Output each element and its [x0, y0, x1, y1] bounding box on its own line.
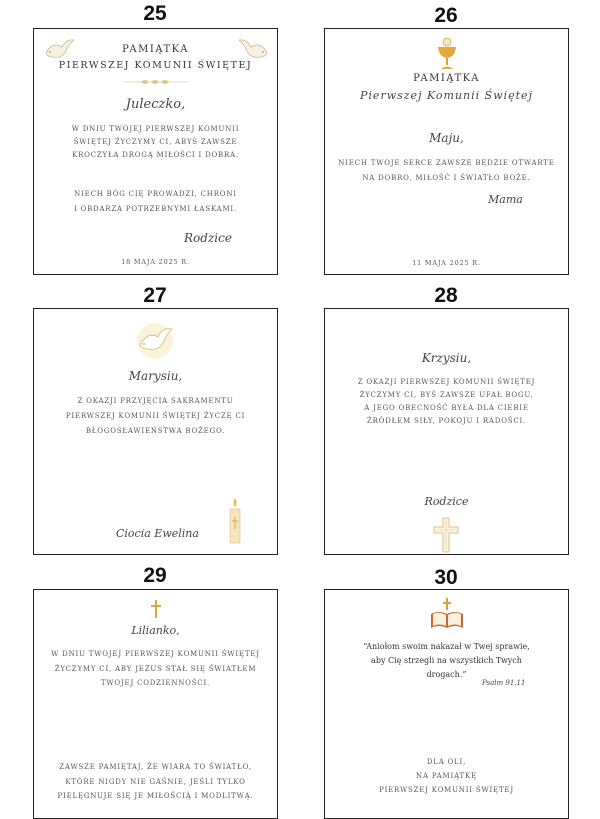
wish-line: ŹRÓDŁEM SIŁY, POKOJU I RADOŚCI.: [366, 417, 527, 425]
wish-line: I OBDARZA POTRZEBNYMI ŁASKAMI.: [73, 205, 238, 213]
chalice-icon: [435, 37, 459, 71]
card-number: 29: [143, 564, 167, 587]
dedication-line: NA PAMIĄTKĘ: [416, 772, 477, 780]
card-29: [33, 589, 278, 819]
wish-line: BŁOGOSŁAWIEŃSTWA BOŻEGO.: [85, 427, 226, 435]
dedication-line: DLA OLI,: [426, 758, 467, 766]
card-28: [324, 308, 569, 555]
wish-line: Z OKAZJI PRZYJĘCIA SAKRAMENTU: [77, 397, 234, 405]
card-25: [33, 28, 278, 275]
wish-line: A JEGO OBECNOŚĆ BYŁA DLA CIEBIE: [364, 404, 529, 412]
wish-line: ŻYCZYMY CI, ABY JEZUS STAŁ SIĘ ŚWIATŁEM: [54, 665, 257, 673]
wish-line: ZAWSZE PAMIĘTAJ, ŻE WIARA TO ŚWIATŁO,: [59, 763, 252, 771]
cross-icon: [151, 600, 161, 618]
quote-line: drogach.”: [426, 670, 467, 679]
leaf-divider-icon: [121, 77, 191, 87]
wish-line: W DNIU TWOJEJ PIERWSZEJ KOMUNII ŚWIĘTEJ: [51, 650, 260, 658]
wish-line: ŚWIĘTEJ ŻYCZYMY CI, ABYŚ ZAWSZE: [73, 138, 238, 146]
wish-line: NIECH TWOJE SERCE ZAWSZE BĘDZIE OTWARTE: [338, 159, 555, 167]
card-27: [33, 308, 278, 555]
signature: Mama: [488, 193, 523, 206]
quote-source: Psalm 91,11: [482, 679, 526, 687]
recipient-name: Maju,: [429, 131, 464, 145]
card-26: [324, 28, 569, 275]
recipient-name: Juleczko,: [125, 97, 186, 112]
wish-line: PIERWSZEJ KOMUNII ŚWIĘTEJ ŻYCZĘ CI: [65, 412, 246, 420]
recipient-name: Lilianko,: [131, 624, 180, 637]
card-subtitle: Pierwszej Komunii Świętej: [360, 89, 533, 102]
recipient-name: Krzysiu,: [421, 351, 472, 365]
wish-line: W DNIU TWOJEJ PIERWSZEJ KOMUNII: [71, 125, 240, 133]
signature: Rodzice: [424, 495, 469, 508]
wish-line: ŻYCZYMY CI, BYŚ ZAWSZE UFAŁ BOGU,: [359, 391, 534, 399]
wish-line: NA DOBRO, MIŁOŚĆ I ŚWIATŁO BOŻE.: [362, 174, 531, 182]
cross-icon: [433, 517, 459, 553]
recipient-name: Marysiu,: [128, 369, 183, 383]
bible-icon: [429, 596, 465, 632]
date: 18 MAJA 2025 R.: [121, 258, 190, 266]
wish-line: NIECH BÓG CIĘ PROWADZI, CHRONI: [74, 190, 237, 198]
candle-icon: [227, 497, 243, 545]
date: 11 MAJA 2025 R.: [412, 259, 481, 267]
card-subtitle: PIERWSZEJ KOMUNII ŚWIĘTEJ: [58, 60, 253, 71]
dedication-line: PIERWSZEJ KOMUNII ŚWIĘTEJ: [379, 786, 514, 794]
wish-line: Z OKAZJI PIERWSZEJ KOMUNII ŚWIĘTEJ: [357, 378, 536, 386]
card-number: 30: [434, 566, 458, 589]
wish-line: PIELĘGNUJE SIĘ JE MIŁOŚCIĄ I MODLITWĄ.: [57, 792, 254, 800]
signature: Rodzice: [184, 231, 232, 245]
card-title: PAMIĄTKA: [122, 44, 189, 55]
card-number: 28: [434, 284, 458, 307]
card-title: PAMIĄTKA: [413, 73, 480, 84]
wish-line: KROCZYŁA DROGĄ MIŁOŚCI I DOBRA.: [72, 151, 239, 159]
card-number: 26: [434, 4, 458, 27]
dove-icon: [130, 321, 180, 361]
wish-line: TWOJEJ CODZIENNOŚCI.: [100, 679, 211, 687]
wish-line: KTÓRE NIGDY NIE GAŚNIE, JEŚLI TYLKO: [65, 778, 246, 786]
quote-line: “Aniołom swoim nakazał w Twej sprawie,: [363, 642, 530, 651]
quote-line: aby Cię strzegli na wszystkich Twych: [371, 656, 522, 665]
card-number: 27: [143, 284, 167, 307]
signature: Ciocia Ewelina: [116, 527, 199, 540]
card-30: [324, 589, 569, 819]
card-number: 25: [143, 2, 167, 25]
